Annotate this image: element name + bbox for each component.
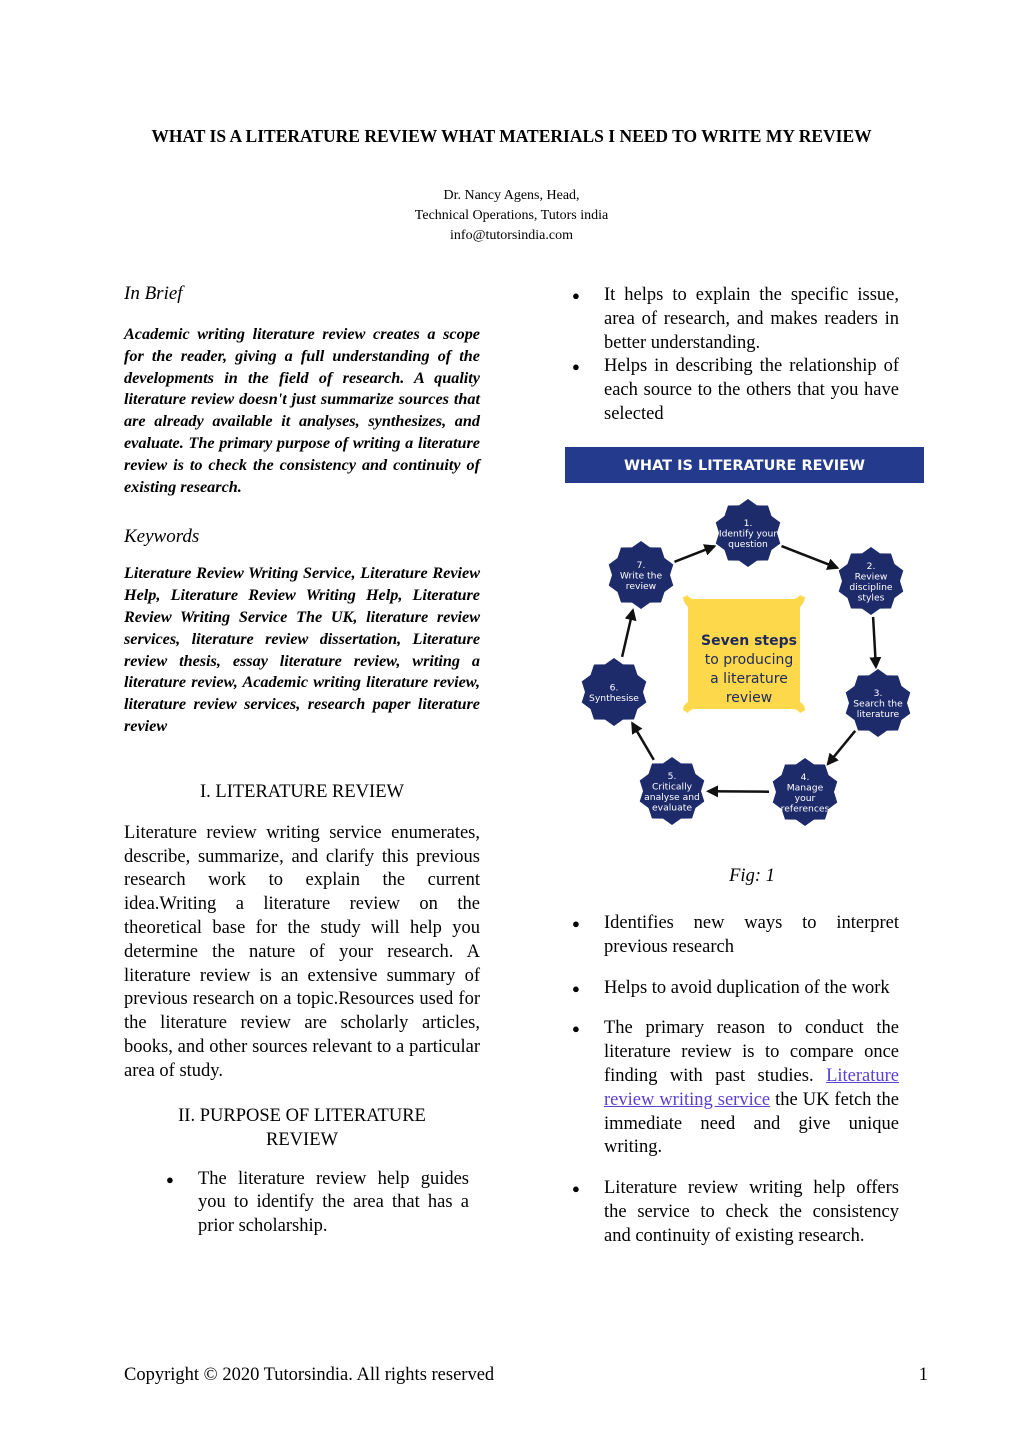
figure-banner-text: WHAT IS LITERATURE REVIEW	[623, 458, 866, 474]
step-label: review	[625, 581, 657, 592]
step-label: literature	[856, 709, 900, 720]
step-badge	[773, 758, 838, 826]
step-label: 3.	[873, 688, 883, 699]
step-label: Review	[854, 571, 888, 583]
brief-heading: In Brief	[124, 283, 183, 304]
step-label: 7.	[636, 560, 646, 571]
right-bullets-bottom	[565, 912, 899, 1249]
step-label: Write the	[619, 570, 663, 582]
step-badge	[609, 541, 674, 609]
center-text-line: Seven steps	[701, 633, 797, 649]
step-label: question	[728, 539, 768, 550]
step-arrow	[873, 617, 876, 667]
step-label: Search the	[853, 698, 903, 710]
page-footer	[124, 1363, 928, 1387]
center-text-line: review	[725, 690, 773, 706]
step-label: 6.	[609, 682, 619, 694]
step-label: 2.	[866, 560, 876, 572]
section-2-bullets	[124, 1168, 469, 1239]
step-arrow	[622, 610, 633, 657]
figure-graphic	[565, 447, 924, 835]
right-column-bottom	[565, 912, 899, 1249]
step-badge	[640, 757, 705, 825]
author-affiliation: Technical Operations, Tutors india	[414, 208, 609, 223]
list-item: ● The literature review help guides you to identify the area that has a prior scholarship.	[166, 1168, 469, 1237]
list-item: ● The primary reason to conduct the literature review is to compare once finding with past studies. Literature review writing service the UK fetch the immediate need and give unique writing.	[572, 1018, 899, 1158]
step-label: references	[780, 803, 830, 815]
bullet-icon: ●	[166, 1171, 174, 1187]
brief-text: Academic writing literature review creates a scope for the reader, giving a full understanding of the developments in the field of research. A quality literature review doesn't just summarize sources that are already available it analyses, synthesizes, and evaluate. The primary purpose of writing a literature review is to check the consistency and continuity of existing research.	[124, 325, 480, 496]
list-item: ● Helps to avoid duplication of the work	[565, 977, 899, 1001]
step-label: your	[794, 792, 816, 804]
section-1-heading: I. LITERATURE REVIEW	[200, 781, 404, 802]
figure-seven-steps	[565, 447, 924, 835]
bullet-icon: ●	[572, 288, 580, 303]
paper-title: WHAT IS A LITERATURE REVIEW WHAT MATERIALS I NEED TO WRITE MY REVIEW	[151, 126, 872, 146]
right-column-top	[565, 284, 899, 427]
bullet-icon: ●	[572, 1181, 580, 1197]
author-block	[110, 186, 913, 246]
page-number: 1	[918, 1365, 928, 1385]
literature-review-service-link[interactable]: Literature review writing service	[604, 1065, 899, 1110]
author-email: info@tutorsindia.com	[450, 228, 573, 243]
list-item: ● Identifies new ways to interpret previous research	[572, 913, 899, 957]
step-label: discipline	[849, 581, 893, 593]
step-badge	[582, 658, 647, 726]
list-item: ● It helps to explain the specific issue, area of research, and makes readers in better understanding.	[572, 285, 899, 353]
keywords-text: Literature Review Writing Service, Literature Review Help, Literature Review Writing Help, Literature Review Writing Service The UK, literature review services, literature review dissertation, Literature review thesis, essay literature review, writing a literature review, Academic writing literature review, literature review services, research paper literature review	[124, 564, 480, 735]
step-badge	[846, 669, 911, 737]
step-label: analyse and	[644, 791, 700, 803]
bullet-icon: ●	[572, 916, 580, 931]
step-arrow	[632, 723, 654, 760]
bullet-icon: ●	[572, 359, 580, 375]
step-arrow	[782, 546, 838, 568]
step-arrow	[675, 546, 715, 562]
step-arrow	[828, 731, 855, 764]
bullet-icon: ●	[572, 1021, 580, 1037]
step-label: Identify your	[718, 528, 778, 540]
step-label: Synthesise	[589, 692, 639, 704]
right-bullets-top	[565, 284, 899, 427]
step-label: evaluate	[652, 802, 692, 814]
bullet-icon: ●	[572, 980, 580, 996]
step-badge	[839, 547, 904, 615]
list-item: ● Literature review writing help offers the service to check the consistency and continuity of existing research.	[572, 1178, 899, 1246]
step-label: Critically	[651, 781, 693, 793]
section-2-heading: II. PURPOSE OF LITERATURE REVIEW	[178, 1105, 426, 1150]
section-1-text: Literature review writing service enumerates, describe, summarize, and clarify this previous research work to explain the current idea.Writing a literature review on the theoretical base for the study will help you determine the nature of your research. A literature review is an extensive summary of previous research on a topic.Resources used for the literature review are scholarly articles, books, and other sources relevant to a particular area of study.	[124, 822, 480, 1081]
center-text-line: a literature	[710, 671, 788, 687]
figure-caption: Fig: 1	[729, 866, 775, 886]
step-label: Manage	[786, 782, 824, 794]
center-text-line: to producing	[704, 652, 794, 668]
left-column	[124, 282, 480, 1239]
step-label: 5.	[667, 770, 677, 782]
keywords-heading: Keywords	[124, 526, 200, 548]
author-name: Dr. Nancy Agens, Head,	[443, 188, 580, 203]
step-label: 4.	[800, 771, 810, 783]
list-item: ● Helps in describing the relationship of each source to the others that you have selected	[572, 356, 899, 424]
copyright-text: Copyright © 2020 Tutorsindia. All rights reserved	[124, 1365, 495, 1385]
step-label: styles	[857, 592, 885, 604]
step-badge	[716, 499, 781, 567]
step-label: 1.	[743, 518, 753, 529]
